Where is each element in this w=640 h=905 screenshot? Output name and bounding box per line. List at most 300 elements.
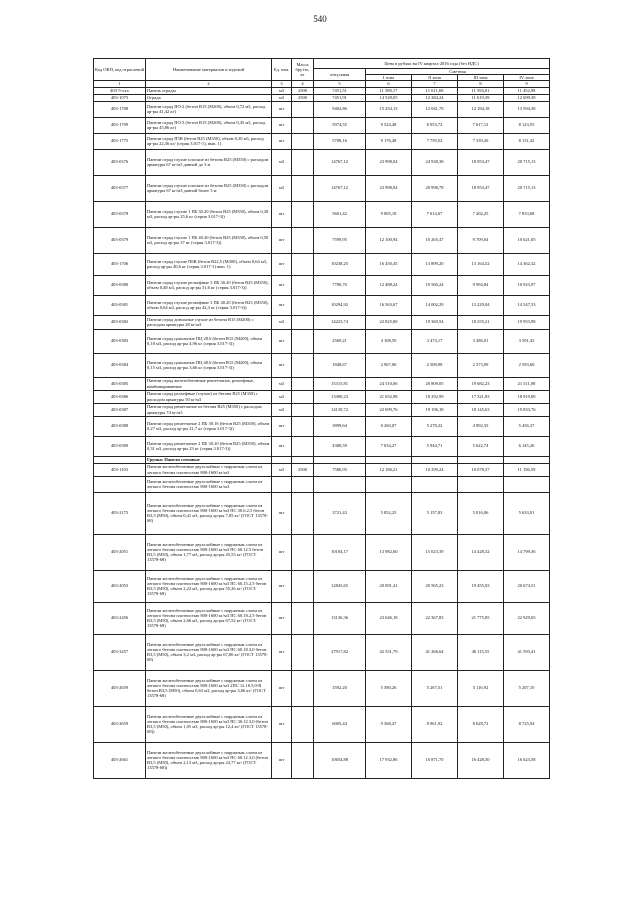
row-name: Панели железобетонные двухслойные с наружным слоем из легкого бетона плотностью 800-1600 кг/м3 ПС 60.15.2,5 бетон В3,5 (М50), объем 2,22 м3, расход ар-ры 55,26 кг/ (ГОСТ 13578-68) (146, 570, 272, 602)
row-price-zone-2: 13 899,20 (412, 253, 458, 275)
row-mass (292, 706, 314, 742)
group-row (94, 456, 550, 463)
row-price-zone-2: 7 614,67 (412, 201, 458, 227)
row-price-wholesale: 9402,86 (314, 101, 366, 117)
row-name: Панели оград решетчатые 2 ПБ 30.16 (бетон В25 (М350), объем 0,27 м3, расход ар-ры 21,7 кг (серия 3.017-3)) (146, 416, 272, 436)
row-price-zone-1: 22 825,00 (366, 315, 412, 329)
header-zone-2: II зона (412, 75, 458, 81)
row-price-zone-3: 19 455,03 (458, 570, 504, 602)
row-price-zone-4: 20 715,13 (504, 175, 550, 201)
column-index: 5 (314, 81, 366, 87)
row-code: 403-0384 (94, 353, 146, 377)
row-mass (292, 377, 314, 390)
row-price-zone-4: 41 593,41 (504, 634, 550, 670)
table-row (94, 133, 550, 149)
table-row (94, 390, 550, 403)
row-price-zone-2: 24 938,38 (412, 149, 458, 175)
table-row (94, 403, 550, 416)
row-price-wholesale: 14139,72 (314, 403, 366, 416)
row-price-zone-3: 12 184,18 (458, 101, 504, 117)
row-price-zone-2: 41 266,64 (412, 634, 458, 670)
row-price-zone-2: 19 369,54 (412, 315, 458, 329)
row-price-zone-4: 8 131,42 (504, 133, 550, 149)
column-index: 6 (366, 81, 412, 87)
row-price-zone-2: 5 267,51 (412, 670, 458, 706)
row-price-zone-1: 17 932,86 (366, 742, 412, 778)
row-price-zone-1: 12 186,21 (366, 463, 412, 476)
row-code: 403-2175 (94, 492, 146, 534)
table-row (94, 87, 550, 94)
row-price-zone-2: 3 474,17 (412, 329, 458, 353)
row-price-zone-2: 5 157,03 (412, 492, 458, 534)
row-mass (292, 275, 314, 295)
row-unit: шт (272, 117, 292, 133)
table-row (94, 275, 550, 295)
row-price-zone-1: 22 699,76 (366, 403, 412, 416)
row-code: 403-0386 (94, 390, 146, 403)
row-code: 403-0385 (94, 377, 146, 390)
table-row (94, 94, 550, 101)
row-price-zone-1: 4 108,59 (366, 329, 412, 353)
row-price-zone-2: 22 367,83 (412, 602, 458, 634)
row-price-zone-1: 16 563,67 (366, 295, 412, 315)
table-row (94, 742, 550, 778)
row-price-zone-4: 5 456,37 (504, 416, 550, 436)
row-price-zone-3: 7 617,12 (458, 117, 504, 133)
row-code: 403-0388 (94, 416, 146, 436)
row-code: 403-0389 (94, 436, 146, 456)
header-zone-4: IV зона (504, 75, 550, 81)
row-price-zone-1: 6 260,07 (366, 416, 412, 436)
row-price-zone-1: 23 998,04 (366, 149, 412, 175)
row-price-zone-3: 19 682,23 (458, 377, 504, 390)
row-unit: шт (272, 570, 292, 602)
row-mass (292, 101, 314, 117)
row-mass (292, 175, 314, 201)
table-row (94, 416, 550, 436)
row-unit: м3 (272, 390, 292, 403)
row-unit: шт (272, 295, 292, 315)
row-unit: шт (272, 634, 292, 670)
row-name: Панели оград глухие П6В (бетон В22,5 (М300), объем 0,64 м3, расход ар-ры 40,6 кг (серия 3.017-1) вып. 1) (146, 253, 272, 275)
row-price-zone-1: 11 588,17 (366, 87, 412, 94)
row-unit: шт (272, 133, 292, 149)
row-unit: шт (272, 275, 292, 295)
row-mass (292, 634, 314, 670)
row-price-wholesale: 7451,51 (314, 87, 366, 94)
row-price-wholesale: 5601,42 (314, 201, 366, 227)
row-price-zone-3: 5 016,06 (458, 492, 504, 534)
row-name: Панели железобетонные двухслойные с наружным слоем из легкого бетона плотностью 800-1600 кг/м3 ПС 60.18.3,0 бетон В3,5 (М50), объем 3,2 м3, расход ар-ры 67,86 кг/ (ГОСТ 13578-68) (146, 634, 272, 670)
table-row (94, 706, 550, 742)
row-mass (292, 201, 314, 227)
row-price-zone-1 (366, 476, 412, 492)
row-price-wholesale: 15315,81 (314, 377, 366, 390)
table-row (94, 227, 550, 253)
table-row (94, 476, 550, 492)
row-price-zone-2: 7 759,52 (412, 133, 458, 149)
row-price-zone-1: 9 368,47 (366, 706, 412, 742)
row-code: 403-1709 (94, 117, 146, 133)
row-price-zone-1: 16 450,45 (366, 253, 412, 275)
row-price-zone-1: 23 998,04 (366, 175, 412, 201)
row-unit: шт (272, 227, 292, 253)
row-price-zone-1: 21 652,98 (366, 390, 412, 403)
row-price-zone-3: 5 622,74 (458, 436, 504, 456)
row-code: 403-2659 (94, 706, 146, 742)
row-mass (292, 416, 314, 436)
row-unit: м3 (272, 175, 292, 201)
row-mass (292, 742, 314, 778)
row-mass (292, 353, 314, 377)
column-index: 8 (458, 81, 504, 87)
row-price-zone-4: 18 919,00 (504, 390, 550, 403)
table-row (94, 353, 550, 377)
row-price-zone-2: 2 508,98 (412, 353, 458, 377)
header-zone-1: I зона (366, 75, 412, 81)
row-price-zone-3: 8 628,72 (458, 706, 504, 742)
header-name: Наименование материалов и изделий (146, 59, 272, 81)
row-name: Панели оград глухие плоские из бетона В25 (М350) с расходом арматуры 67 кг/м3 данной до 3 м (146, 149, 272, 175)
row-unit: шт (272, 201, 292, 227)
row-unit: шт (272, 353, 292, 377)
row-price-zone-1: 9 524,48 (366, 117, 412, 133)
row-price-wholesale: 2569,21 (314, 329, 366, 353)
row-code: 403-2456 (94, 602, 146, 634)
row-name: Панели оград ПО-3 (бетон В15 (М200), объем 0,45 м3, расход ар-ры 45,86 кг) (146, 117, 272, 133)
row-price-wholesale: 7451,91 (314, 94, 366, 101)
row-unit: м3 (272, 87, 292, 94)
row-price-wholesale: 14767,12 (314, 149, 366, 175)
row-price-zone-3: 11 619,39 (458, 94, 504, 101)
row-price-wholesale: 5974,55 (314, 117, 366, 133)
row-price-zone-2: 20 565,23 (412, 570, 458, 602)
column-index: 3 (272, 81, 292, 87)
row-unit: м3 (272, 315, 292, 329)
row-unit (272, 456, 292, 463)
row-price-zone-4: 20 674,51 (504, 570, 550, 602)
row-code: 403-3457 (94, 634, 146, 670)
row-mass (292, 117, 314, 133)
row-name: Панели железобетонные двухслойные с наружным слоем из легкого бетона плотностью 800-1600 кг/м3 ПС 60.12.3,0 (бетон В3,5 (М50), объем 2,13 м3, расход ар-ры 24,77 кг/ (ГОСТ 13578-68)) (146, 742, 272, 778)
row-price-zone-3: 18 255,21 (458, 315, 504, 329)
row-price-zone-4: 3 591,43 (504, 329, 550, 353)
row-price-zone-1: 12 488,24 (366, 275, 412, 295)
row-price-wholesale: 1848,67 (314, 353, 366, 377)
row-mass (292, 436, 314, 456)
row-price-zone-1: 20 091,41 (366, 570, 412, 602)
row-code: 403-1103 (94, 463, 146, 476)
row-name: Панели оград глухие рельефные 3 ПБ 40.20 (бетон В25 (М350), объем 0,64 м3, расход ар-ры 42,3 кг (серия 3.017-3)) (146, 295, 272, 315)
row-price-zone-2: 11 611,68 (412, 87, 458, 94)
row-price-wholesale: 3899,64 (314, 416, 366, 436)
row-price-zone-2: 16 871,70 (412, 742, 458, 778)
row-price-zone-2 (412, 476, 458, 492)
row-price-zone-3: 18 953,47 (458, 149, 504, 175)
row-price-zone-2: 8 961,92 (412, 706, 458, 742)
table-row (94, 201, 550, 227)
row-price-wholesale: 14223,74 (314, 315, 366, 329)
row-price-zone-4: 14 799,36 (504, 534, 550, 570)
row-price-zone-1: 2 967,06 (366, 353, 412, 377)
table-row (94, 634, 550, 670)
row-code: 403-0381 (94, 295, 146, 315)
row-unit: м3 (272, 377, 292, 390)
row-price-wholesale: 13136,36 (314, 602, 366, 634)
row-code: 403-0387 (94, 403, 146, 416)
table-row (94, 463, 550, 476)
row-price-wholesale: 14767,12 (314, 175, 366, 201)
row-unit: м3 (272, 403, 292, 416)
row-price-wholesale (314, 476, 366, 492)
row-price-wholesale: 4380,59 (314, 436, 366, 456)
row-price-zone-4: 20 715,13 (504, 149, 550, 175)
row-mass: 2500 (292, 87, 314, 94)
row-code: 403-0380 (94, 275, 146, 295)
row-price-zone-4: 12 699,38 (504, 94, 550, 101)
row-price-wholesale: 7599,95 (314, 227, 366, 253)
row-mass (292, 227, 314, 253)
row-price-zone-4: 19 833,76 (504, 403, 550, 416)
row-mass (292, 476, 314, 492)
row-mass (292, 295, 314, 315)
header-zone-3: III зона (458, 75, 504, 81)
row-price-zone-3: 7 339,26 (458, 133, 504, 149)
row-price-zone-4: 14 547,53 (504, 295, 550, 315)
row-price-zone-4: 10 621,05 (504, 227, 550, 253)
row-price-zone-3: 9 994,84 (458, 275, 504, 295)
table-row (94, 436, 550, 456)
row-unit: м3 (272, 463, 292, 476)
row-price-zone-4: 19 953,98 (504, 315, 550, 329)
row-unit: шт (272, 416, 292, 436)
row-price-zone-4: 8 123,55 (504, 117, 550, 133)
table-row (94, 570, 550, 602)
table-row (94, 175, 550, 201)
row-code: 403-1708 (94, 101, 146, 117)
row-code: 403-1775 (94, 133, 146, 149)
row-mass (292, 149, 314, 175)
table-body (94, 87, 550, 778)
row-price-zone-3: 14 428,32 (458, 534, 504, 570)
row-name: Панели железобетонные двухслойные с наружным слоем из легкого бетона плотностью 800-1600 кг/м3 (146, 476, 272, 492)
row-price-wholesale: 6005,44 (314, 706, 366, 742)
row-price-zone-1: 9 176,48 (366, 133, 412, 149)
row-price-zone-2: 8 053,72 (412, 117, 458, 133)
row-price-zone-1: 7 034,27 (366, 436, 412, 456)
row-code (94, 476, 146, 492)
row-code: 403-1075 (94, 94, 146, 101)
row-price-zone-4: 5 633,01 (504, 492, 550, 534)
row-mass (292, 492, 314, 534)
row-price-wholesale: 7586,95 (314, 463, 366, 476)
column-index: 1 (94, 81, 146, 87)
row-price-zone-3: 18 953,47 (458, 175, 504, 201)
row-unit: шт (272, 706, 292, 742)
row-code: 403-2053 (94, 570, 146, 602)
row-price-zone-4: 6 145,26 (504, 436, 550, 456)
row-mass (292, 253, 314, 275)
row-price-wholesale: 10104,17 (314, 534, 366, 570)
row-price-wholesale: 27917,82 (314, 634, 366, 670)
row-price-wholesale (314, 456, 366, 463)
row-price-wholesale: 10294,92 (314, 295, 366, 315)
row-unit: шт (272, 742, 292, 778)
row-price-zone-4: 21 511,08 (504, 377, 550, 390)
row-mass (292, 570, 314, 602)
row-price-zone-3: 21 775,85 (458, 602, 504, 634)
row-name: Панели оград глухие 1 ПБ 40.20 (бетон В25 (М350), объем 0,50 м3, расход ар-ры 37 кг (серия 3.017-3)) (146, 227, 272, 253)
row-mass (292, 315, 314, 329)
header-price-title: Цена в рублях на IV квартал 2016 года (без НДС) (314, 59, 550, 69)
page-number: 540 (313, 14, 327, 24)
row-price-zone-2: 19 196,18 (412, 403, 458, 416)
row-unit: шт (272, 329, 292, 353)
row-name: Панели железобетонные двухслойные с наружным слоем из легкого бетона плотностью 800-1600 кг/м3 ПС 30.6.2,5 бетон В3,5 (М50), объем 0,41 м3, расход ар-ры 7,85 кг/ (ГОСТ 13578-68) (146, 492, 272, 534)
table-row (94, 377, 550, 390)
row-name: Панели оград решетчатые 2 ПБ 30.20 (бетон В25 (М350), объем 0,31 м3, расход ар-ры 23 кг (серия 3.017-3)) (146, 436, 272, 456)
row-name: Панели оград цокольные ПЦ 28.6 (бетон В15 (М200), объем 0,18 м3, расход ар-ры 4,96 кг (серия 3.017-3)) (146, 329, 272, 353)
column-index: 7 (412, 81, 458, 87)
column-index: 9 (504, 81, 550, 87)
row-price-zone-4: 5 207,10 (504, 670, 550, 706)
row-unit: шт (272, 492, 292, 534)
row-price-wholesale: 12843,65 (314, 570, 366, 602)
row-price-zone-3: 4 992,35 (458, 416, 504, 436)
row-price-zone-1 (366, 456, 412, 463)
row-name: Панели железобетонные двухслойные с наружным слоем из легкого бетона плотностью 800-1600 кг/м3 ПС 30.12.3,0 (бетон В3,5 (М50), объем 1,05 м3, расход ар-ры 12,4 кг/ (ГОСТ 13578-68)) (146, 706, 272, 742)
row-price-zone-1: 5 852,25 (366, 492, 412, 534)
row-mass (292, 534, 314, 570)
row-price-wholesale: 7780,70 (314, 275, 366, 295)
row-price-zone-2: 20 809,05 (412, 377, 458, 390)
table-row (94, 492, 550, 534)
row-code: 403-0378 (94, 201, 146, 227)
row-price-zone-2: 10 299,24 (412, 463, 458, 476)
row-name: Панели железобетонные двухслойные с наружным слоем из легкого бетона плотностью 800-1600 кг/м3 (146, 463, 272, 476)
row-unit: шт (272, 534, 292, 570)
row-price-zone-2: 5 278,22 (412, 416, 458, 436)
row-price-wholesale: 3592,20 (314, 670, 366, 706)
row-name: Панели железобетонные двухслойные с наружным слоем из легкого бетона плотностью 800-1600 кг/м3 ПС 60.18.2,5 бетон В3,5 (М50), объем 2,66 м3, расход ар-ры 67,52 кг/ (ГОСТ 13578-68) (146, 602, 272, 634)
row-price-zone-1: 13 982,60 (366, 534, 412, 570)
row-price-zone-2: 12 041,79 (412, 101, 458, 117)
table-row (94, 295, 550, 315)
row-price-wholesale: 5708,16 (314, 133, 366, 149)
row-price-zone-3: 13 229,04 (458, 295, 504, 315)
row-name: Панели оград железобетонные решетчатые, рельефные, комбинированные (146, 377, 272, 390)
row-price-zone-1: 42 551,79 (366, 634, 412, 670)
row-name: Панели оград доюльные глухие из бетона В15 (М200) с расходом арматуры 28 кг/м3 (146, 315, 272, 329)
row-price-zone-1: 5 580,26 (366, 670, 412, 706)
row-price-zone-2: 20 998,78 (412, 175, 458, 201)
row-unit: шт (272, 602, 292, 634)
row-price-zone-3: 10 078,37 (458, 463, 504, 476)
row-code: 403-2051 (94, 534, 146, 570)
row-price-zone-2: 18 292,99 (412, 390, 458, 403)
row-price-zone-4: 10 923,97 (504, 275, 550, 295)
row-price-zone-4 (504, 476, 550, 492)
header-unit: Ед. изм. (272, 59, 292, 81)
row-price-zone-4: 8 725,94 (504, 706, 550, 742)
table-row (94, 149, 550, 175)
row-price-zone-4: 13 594,38 (504, 101, 550, 117)
row-name: Панель ограды (146, 87, 272, 94)
header-code: Код ОКП, код отраслевой (94, 59, 146, 81)
row-name: Группа: Панели стеновые (146, 456, 272, 463)
row-price-zone-3: 7 202,25 (458, 201, 504, 227)
row-price-zone-3 (458, 456, 504, 463)
row-price-zone-2: 12 284,24 (412, 94, 458, 101)
table-row (94, 534, 550, 570)
row-code: 403-0382 (94, 315, 146, 329)
row-price-zone-2 (412, 456, 458, 463)
row-price-wholesale: 3721,43 (314, 492, 366, 534)
row-mass (292, 133, 314, 149)
row-price-zone-4: 11 196,59 (504, 463, 550, 476)
row-unit: м3 (272, 149, 292, 175)
row-price-zone-1: 12 100,94 (366, 227, 412, 253)
row-mass (292, 670, 314, 706)
row-price-zone-3: 3 286,01 (458, 329, 504, 353)
row-price-zone-1: 24 510,06 (366, 377, 412, 390)
table-row (94, 329, 550, 353)
row-price-zone-4: 22 929,65 (504, 602, 550, 634)
row-name: Панели оград П5В (бетон В25 (М350), объем 0,30 м3, расход ар-ры 22,36 кг/ (серия 3.017-1), вып. 1) (146, 133, 272, 149)
row-price-zone-3: 16 428,50 (458, 742, 504, 778)
row-price-zone-4: 14 362,32 (504, 253, 550, 275)
row-code: 403-2659 (94, 670, 146, 706)
row-price-zone-3: 2 373,09 (458, 353, 504, 377)
row-mass (292, 602, 314, 634)
table-row (94, 253, 550, 275)
header-estimate: Сметная (366, 69, 550, 75)
price-table (93, 58, 550, 779)
row-code: 403-2661 (94, 742, 146, 778)
row-mass: 2500 (292, 94, 314, 101)
row-name: Панели оград глухие плоские из бетона В25 (М350) с расходом арматуры 67 кг/м3 данной более 3 м (146, 175, 272, 201)
row-unit: м3 (272, 94, 292, 101)
row-name: Ограда (146, 94, 272, 101)
row-price-zone-1: 9 005,18 (366, 201, 412, 227)
row-price-zone-3: 11 594,01 (458, 87, 504, 94)
column-index: 2 (146, 81, 272, 87)
row-price-zone-3: 9 709,04 (458, 227, 504, 253)
row-price-wholesale: 10238,25 (314, 253, 366, 275)
row-price-wholesale: 13490,23 (314, 390, 366, 403)
row-code: 403-5-xxx (94, 87, 146, 94)
row-mass (292, 329, 314, 353)
row-mass: 2500 (292, 463, 314, 476)
row-price-zone-3: 5 116,92 (458, 670, 504, 706)
row-price-wholesale: 10654,88 (314, 742, 366, 778)
row-price-zone-4: 11 452,98 (504, 87, 550, 94)
row-price-zone-1: 14 528,05 (366, 94, 412, 101)
row-unit: шт (272, 436, 292, 456)
row-mass (292, 390, 314, 403)
table-row (94, 315, 550, 329)
row-code: 403-0377 (94, 175, 146, 201)
row-unit: шт (272, 253, 292, 275)
row-name: Панели оград глухие рельефные 3 ПБ 30.20 (бетон В25 (М350), объем 0,48 м3, расход ар-ры 31,6 кг (серия 3.017-3)) (146, 275, 272, 295)
row-name: Панели оград рельефные (глухие) из бетона В25 (М350) с расходом арматуры 50 кг/м3 (146, 390, 272, 403)
row-price-zone-4 (504, 456, 550, 463)
row-price-zone-2: 5 944,71 (412, 436, 458, 456)
row-name: Панели оград решетчатые из бетона В25 (М350) с расходом арматуры 74 кг/м3 (146, 403, 272, 416)
row-price-zone-4: 16 623,58 (504, 742, 550, 778)
row-price-zone-3: 13 164,52 (458, 253, 504, 275)
header-wholesale: отпускная (314, 69, 366, 81)
